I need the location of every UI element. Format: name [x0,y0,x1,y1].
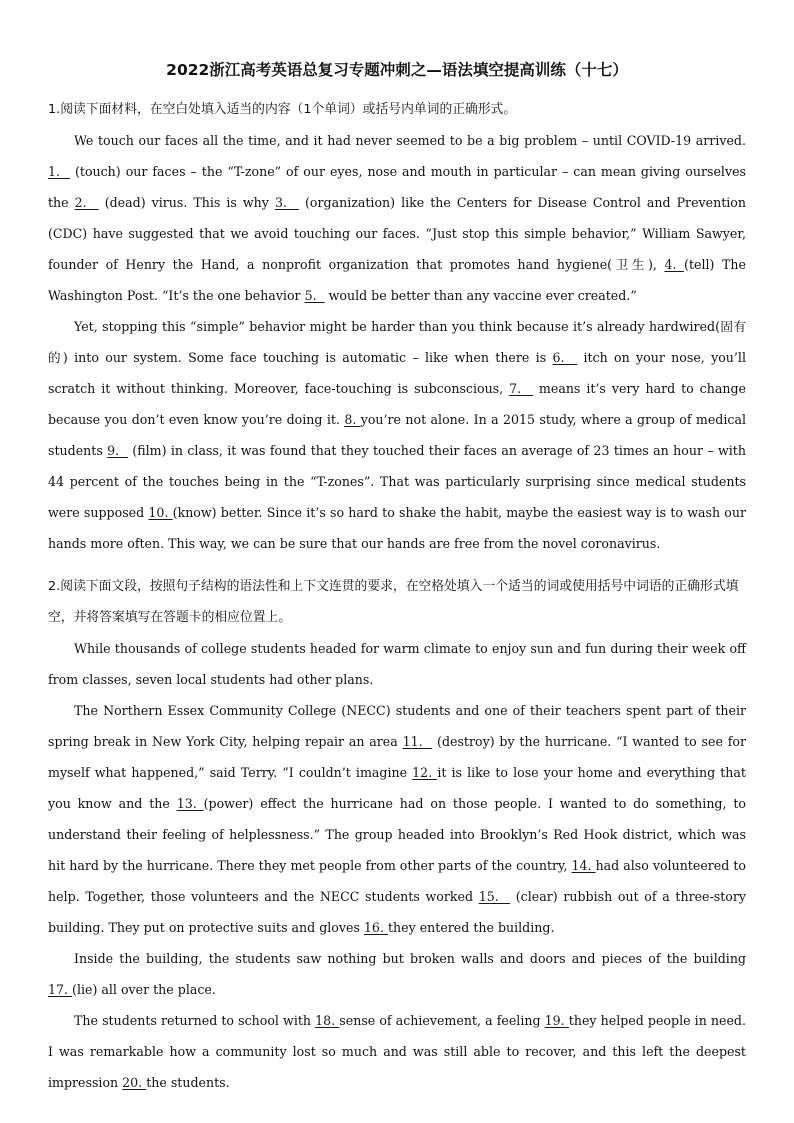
section2-paragraph-2 [48,695,746,943]
answer-blank[interactable]: 12. [412,765,438,780]
answer-blank[interactable]: 19. [544,1013,569,1028]
answer-blank[interactable]: 2. [74,195,99,210]
passage-text: (know) better. Since it’s so hard to shake the habit, maybe the easiest way is to wash our hands more often. This way, we can be sure that our hands are free from the novel coronavirus. [48,505,746,551]
section1-paragraph-2 [48,311,746,559]
answer-blank[interactable]: 1. [48,164,70,179]
passage-text: they entered the building. [387,920,555,935]
passage-text: (destroy) by the hurricane. “I wanted to see for myself what happened,” said Terry. “I couldn’t imagine [48,734,746,780]
answer-blank[interactable]: 17. [48,982,73,997]
section2-paragraph-3 [48,943,746,1005]
answer-blank[interactable]: 13. [176,796,204,811]
passage-text: The students returned to school with [74,1013,316,1028]
answer-blank[interactable]: 16. [363,920,388,935]
passage-text: The Northern Essex Community College (NECC) students and one of their teachers spent part of their spring break in New York City, helping repair an area [48,703,746,749]
answer-blank[interactable]: 11. [402,734,433,749]
passage-text: While thousands of college students headed for warm climate to enjoy sun and fun during their week off from classes, seven local students had other plans. [48,641,746,687]
passage-text: itch on your nose, you’ll scratch it without thinking. Moreover, face-touching is subconscious, [48,350,746,396]
section-gap [48,559,746,571]
passage-text: (tell) The Washington Post. “It’s the one behavior [48,257,746,303]
section2-paragraph-1 [48,633,746,695]
answer-blank[interactable]: 10. [148,505,173,520]
answer-blank[interactable]: 6. [552,350,578,365]
passage-text: (dead) virus. This is why [98,195,275,210]
document-title: 2022浙江高考英语总复习专题冲刺之—语法填空提高训练（十七） [166,61,628,79]
passage-text: it is like to lose your home and everything that you know and the [48,765,746,811]
passage-text: sense of achievement, a feeling [339,1013,545,1028]
answer-blank[interactable]: 8. [344,412,361,427]
passage-text: they helped people in need. I was remarkable how a community lost so much and was still able to recover, and this left the deepest impression [48,1013,746,1090]
passage-text: the students. [146,1075,230,1090]
answer-blank[interactable]: 3. [274,195,299,210]
answer-blank[interactable]: 14. [571,858,596,873]
section1-instruction: 1.阅读下面材料，在空白处填入适当的内容（1个单词）或括号内单词的正确形式。 [48,102,517,117]
passage-text: (clear) rubbish out of a three-story building. They put on protective suits and gloves [48,889,746,935]
answer-blank[interactable]: 9. [107,443,128,458]
section1-paragraph-1 [48,125,746,311]
passage-text: We touch our faces all the time, and it had never seemed to be a big problem – until COVID-19 arrived. [74,133,746,148]
passage-text: (lie) all over the place. [72,982,216,997]
passage-text: would be better than any vaccine ever created.” [324,288,637,303]
passage-text: you’re not alone. In a 2015 study, where a group of medical students [48,412,746,458]
answer-blank[interactable]: 18. [315,1013,340,1028]
answer-blank[interactable]: 15. [478,889,511,904]
passage-text: Yet, stopping this “simple” behavior might be harder than you think because it’s already hardwired(固有的) into our system. Some face touching is automatic – like when there is [48,319,746,365]
passage-text: (film) in class, it was found that they touched their faces an average of 23 times an hour – with 44 percent of the touches being in the “T-zones”. That was particularly surprising since medical students were supposed [48,443,746,520]
passage-text: (touch) our faces – the “T-zone” of our eyes, nose and mouth in particular – can mean giving ourselves the [48,164,746,210]
passage-text: (organization) like the Centers for Disease Control and Prevention (CDC) have suggested that we avoid touching our faces. “Just stop this simple behavior,” William Sawyer, founder of Henry the Hand, a nonprofit organization that promotes hand hygiene(卫生), [48,195,746,272]
section2-paragraph-4 [48,1005,746,1098]
passage-text: means it’s very hard to change because you don’t even know you’re doing it. [48,381,746,427]
passage-text: had also volunteered to help. Together, those volunteers and the NECC students worked [48,858,746,904]
answer-blank[interactable]: 7. [509,381,533,396]
passage-text: Inside the building, the students saw nothing but broken walls and doors and pieces of the building [74,951,746,966]
answer-blank[interactable]: 20. [122,1075,147,1090]
section2-instruction: 2.阅读下面文段，按照句子结构的语法性和上下文连贯的要求，在空格处填入一个适当的词或使用括号中词语的正确形式填空，并将答案填写在答题卡的相应位置上。 [48,579,739,625]
passage-text: (power) effect the hurricane had on those people. I wanted to do something, to understand their feeling of helplessness.” The group headed into Brooklyn’s Red Hook district, which was hit hard by the hurricane. There they met people from other parts of the country, [48,796,747,873]
answer-blank[interactable]: 4. [664,257,685,272]
answer-blank[interactable]: 5. [304,288,325,303]
